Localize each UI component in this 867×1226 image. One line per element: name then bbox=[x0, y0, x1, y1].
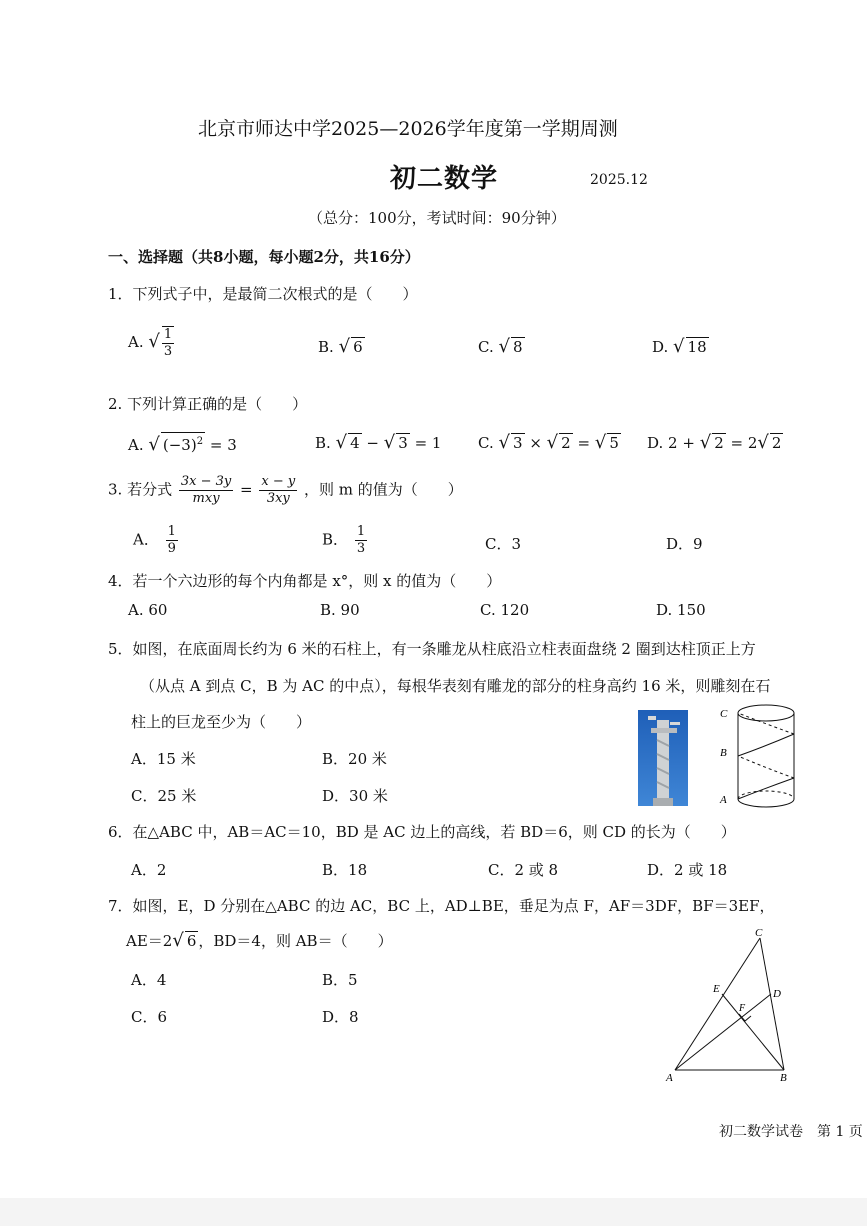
subject-title: 初二数学 bbox=[390, 164, 499, 194]
q3-fraction-2 bbox=[259, 474, 297, 507]
q7-line2-radicand: 6 bbox=[186, 932, 197, 950]
q3-eq: = bbox=[240, 480, 253, 499]
school-title: 北京市师达中学2025—2026学年度第一学期周测 bbox=[198, 118, 618, 140]
sqrt-sign: √ bbox=[757, 432, 769, 453]
q4-option-d: D. 150 bbox=[656, 601, 706, 619]
q3-pre: 3. 若分式 bbox=[108, 480, 173, 499]
q2-a-radicand bbox=[161, 432, 205, 454]
q1-option-d bbox=[652, 336, 709, 357]
q3-b-den: 3 bbox=[356, 541, 366, 556]
sqrt-sign: √ bbox=[673, 336, 685, 357]
exam-info: （总分：100分，考试时间：90分钟） bbox=[308, 209, 566, 227]
q4-stem: 4．若一个六边形的每个内角都是 x°，则 x 的值为（ ） bbox=[108, 572, 502, 590]
sqrt-sign: √ bbox=[594, 432, 607, 453]
q5-option-b: B．20 米 bbox=[322, 750, 387, 768]
q6-option-d: D．2 或 18 bbox=[647, 861, 728, 879]
q3-post: ，则 m 的值为（ ） bbox=[304, 480, 463, 499]
q5-line2: （从点 A 到点 C，B 为 AC 的中点），每根华表刻有雕龙的部分的柱身高约 16 米，则雕刻在石 bbox=[140, 677, 771, 695]
q5-line1: 5．如图，在底面周长约为 6 米的石柱上，有一条雕龙从柱底沿立柱表面盘绕 2 圈到达柱顶正上方 bbox=[108, 640, 756, 658]
q2-d-label: D. bbox=[647, 434, 664, 452]
q2-b-rhs: = 1 bbox=[414, 434, 442, 452]
q7-option-a: A．4 bbox=[131, 971, 167, 989]
fig5-label-a: A bbox=[720, 794, 727, 806]
exam-date: 2025.12 bbox=[590, 172, 648, 188]
q7-line1: 7．如图，E，D 分别在△ABC 的边 AC，BC 上，AD⊥BE，垂足为点 F，AF＝3DF，BF＝3EF， bbox=[108, 897, 775, 915]
fig5-label-c: C bbox=[720, 708, 728, 720]
q2-stem: 2. 下列计算正确的是（ ） bbox=[108, 395, 308, 413]
triangle-figure bbox=[660, 924, 800, 1086]
q2-d-eq: = 2 bbox=[730, 434, 758, 452]
q3-option-d: D．9 bbox=[666, 535, 703, 553]
q2-option-c bbox=[478, 432, 621, 453]
sqrt-sign: √ bbox=[699, 432, 712, 453]
q2-a-exp: 2 bbox=[196, 436, 204, 447]
q3-f1-num: 3x − 3y bbox=[180, 474, 232, 489]
q2-c-eq: = bbox=[577, 434, 591, 452]
q7-line2-post: ，BD＝4，则 AB＝（ ） bbox=[198, 932, 393, 950]
sqrt-sign: √ bbox=[335, 432, 348, 453]
q2-a-label: A. bbox=[128, 436, 144, 454]
q1-stem: 1．下列式子中，是最简二次根式的是（ ） bbox=[108, 285, 418, 303]
q2-c-r1: 3 bbox=[512, 434, 523, 452]
q5-option-a: A．15 米 bbox=[131, 750, 196, 768]
q2-option-b bbox=[315, 432, 441, 453]
q1-d-radicand: 18 bbox=[687, 338, 707, 356]
q2-b-r1: 4 bbox=[350, 434, 360, 452]
bottom-bar bbox=[0, 1198, 867, 1226]
q2-a-rhs: = 3 bbox=[209, 436, 237, 454]
fig7-label-d: D bbox=[773, 988, 781, 1000]
q2-d-r1: 2 bbox=[714, 434, 724, 452]
pillar-photo bbox=[638, 710, 688, 806]
q2-d-r2: 2 bbox=[771, 434, 782, 452]
q6-option-c: C．2 或 8 bbox=[488, 861, 559, 879]
q5-line3: 柱上的巨龙至少为（ ） bbox=[131, 713, 312, 731]
q3-b-label: B． bbox=[322, 530, 349, 549]
q3-option-a bbox=[133, 524, 180, 557]
q3-a-num: 1 bbox=[167, 524, 176, 539]
q1-a-label: A. bbox=[128, 333, 144, 351]
q6-stem: 6．在△ABC 中，AB＝AC＝10，BD 是 AC 边上的高线，若 BD＝6，则 CD 的长为（ ） bbox=[108, 823, 736, 841]
q1-d-label: D. bbox=[652, 338, 669, 356]
q3-a-label: A． bbox=[133, 530, 159, 549]
q3-b-fraction bbox=[355, 524, 367, 557]
sqrt-sign: √ bbox=[172, 930, 184, 951]
q2-b-minus: − bbox=[366, 434, 379, 452]
q4-option-c: C. 120 bbox=[480, 601, 530, 619]
q2-c-r2: 2 bbox=[561, 434, 571, 452]
sqrt-sign: √ bbox=[338, 336, 351, 357]
q7-option-d: D．8 bbox=[322, 1008, 359, 1026]
q6-option-b: B．18 bbox=[322, 861, 368, 879]
q7-line2-pre: AE＝2 bbox=[126, 932, 173, 950]
q3-option-b bbox=[322, 524, 369, 557]
q7-option-b: B．5 bbox=[322, 971, 358, 989]
section-heading: 一、选择题（共8小题，每小题2分，共16分） bbox=[108, 248, 420, 266]
q1-a-num: 1 bbox=[163, 327, 173, 342]
q1-option-c bbox=[478, 336, 525, 357]
q3-f2-num: x − y bbox=[261, 474, 296, 489]
sqrt-sign: √ bbox=[383, 432, 396, 453]
q2-b-r2: 3 bbox=[398, 434, 408, 452]
q1-a-fraction bbox=[162, 326, 174, 360]
sqrt-sign: √ bbox=[148, 434, 160, 455]
q5-option-d: D．30 米 bbox=[322, 787, 388, 805]
q2-c-r3: 5 bbox=[609, 434, 619, 452]
q3-a-den: 9 bbox=[167, 541, 176, 556]
sqrt-sign: √ bbox=[546, 432, 559, 453]
q6-option-a: A．2 bbox=[131, 861, 167, 879]
q7-option-c: C．6 bbox=[131, 1008, 168, 1026]
q4-option-b: B. 90 bbox=[320, 601, 360, 619]
q3-f1-den: mxy bbox=[192, 491, 220, 506]
q2-b-label: B. bbox=[315, 434, 331, 452]
fig7-label-b: B bbox=[780, 1072, 787, 1084]
q3-fraction-1 bbox=[179, 474, 233, 507]
fig7-label-f: F bbox=[739, 1003, 746, 1014]
q2-option-d bbox=[647, 432, 783, 453]
q3-a-fraction bbox=[166, 524, 178, 557]
q2-option-a bbox=[128, 432, 237, 455]
sqrt-sign: √ bbox=[498, 432, 510, 453]
q2-d-pre: 2 + bbox=[668, 434, 695, 452]
q3-option-c: C．3 bbox=[485, 535, 522, 553]
q3-stem bbox=[108, 474, 463, 507]
q1-b-radicand: 6 bbox=[353, 338, 363, 356]
q1-c-radicand: 8 bbox=[512, 338, 523, 356]
q1-a-den: 3 bbox=[163, 344, 173, 359]
q5-option-c: C．25 米 bbox=[131, 787, 197, 805]
q2-c-label: C. bbox=[478, 434, 494, 452]
fig7-label-a: A bbox=[666, 1072, 673, 1084]
q2-c-times: × bbox=[529, 434, 542, 452]
sqrt-sign: √ bbox=[148, 331, 160, 352]
q2-a-expr: (−3) bbox=[162, 436, 197, 454]
q7-line2 bbox=[126, 930, 393, 951]
q1-b-label: B. bbox=[318, 338, 334, 356]
page-footer: 初二数学试卷 第 1 页 bbox=[719, 1124, 863, 1140]
q3-f2-den: 3xy bbox=[266, 491, 290, 506]
cylinder-figure bbox=[714, 700, 804, 812]
q1-option-b bbox=[318, 336, 365, 357]
q1-c-label: C. bbox=[478, 338, 494, 356]
q4-option-a: A. 60 bbox=[128, 601, 168, 619]
fig5-label-b: B bbox=[720, 747, 727, 759]
q1-option-a bbox=[128, 326, 176, 360]
fig7-label-e: E bbox=[713, 983, 720, 995]
sqrt-sign: √ bbox=[498, 336, 510, 357]
fig7-label-c: C bbox=[755, 927, 763, 939]
q3-b-num: 1 bbox=[356, 524, 366, 539]
